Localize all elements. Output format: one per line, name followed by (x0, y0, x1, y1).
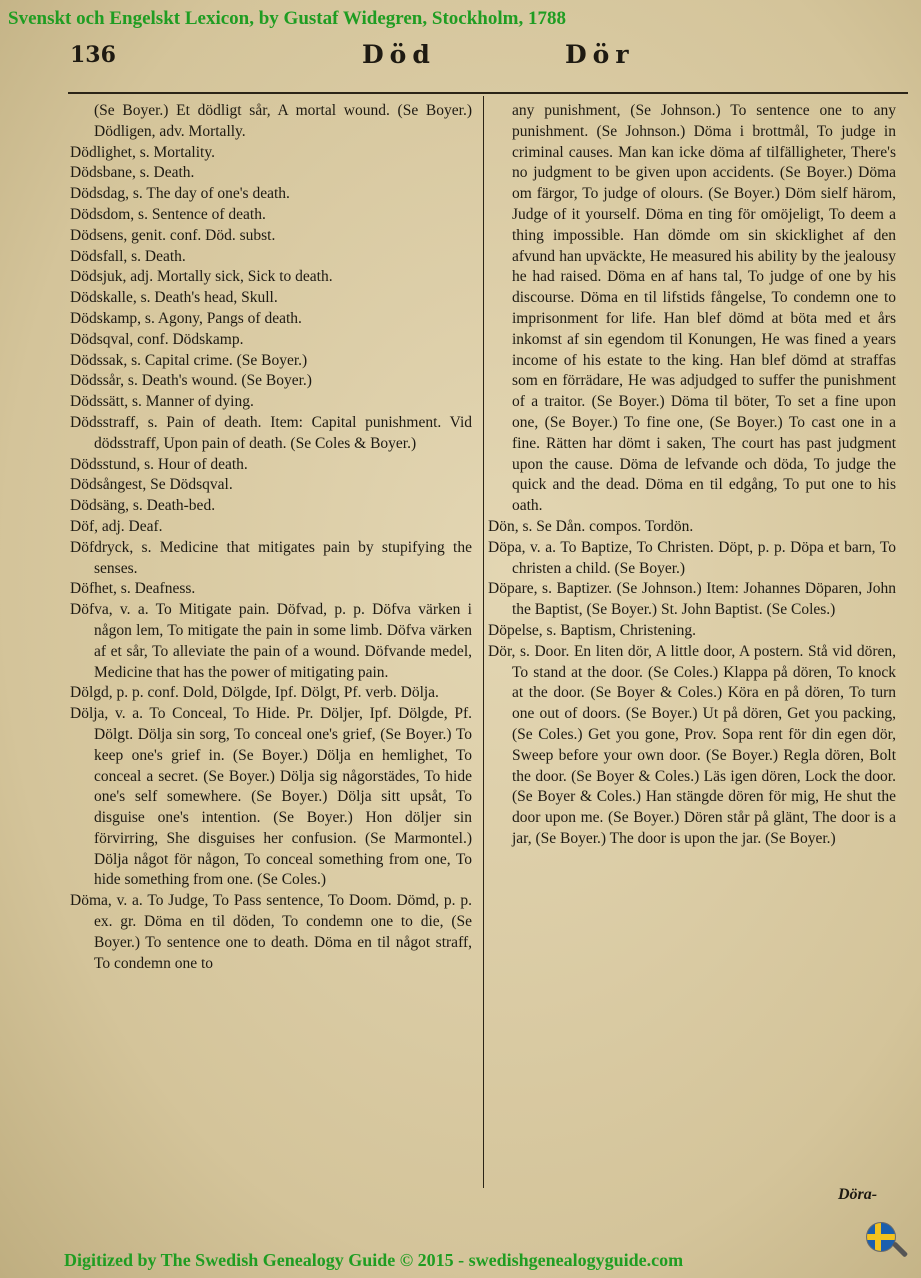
dictionary-entry: Dödsdag, s. The day of one's death. (70, 185, 290, 203)
dictionary-entry: Dödsångest, Se Dödsqval. (70, 476, 233, 494)
dictionary-entry: Dödskalle, s. Death's head, Skull. (70, 289, 278, 307)
dictionary-entry: Dödsjuk, adj. Mortally sick, Sick to death. (70, 268, 333, 286)
header-rule (68, 92, 908, 94)
dictionary-entry: Dödsäng, s. Death-bed. (70, 497, 216, 515)
dictionary-entry: Dödskamp, s. Agony, Pangs of death. (70, 309, 302, 327)
guide-word-left: Död (362, 40, 436, 69)
dictionary-entry: Dödsstraff, s. Pain of death. Item: Capital punishment. Vid dödsstraff, Upon pain of death. (Se Coles & Boyer.) (70, 413, 472, 452)
dictionary-entry: Döfva, v. a. To Mitigate pain. Döfvad, p. p. Döfva värken i någon lem, To mitigate the pain in some limb. Döfva värken af et sår, To alleviate the pain of a wound. Döfvande medel, Medicine that has the power of mitigating pain. (70, 601, 472, 681)
right-column (488, 101, 896, 850)
dictionary-entry: Döpelse, s. Baptism, Christening. (488, 621, 696, 639)
dictionary-entry: Döfdryck, s. Medicine that mitigates pain by stupifying the senses. (70, 538, 472, 577)
dictionary-entry: Döfhet, s. Deafness. (70, 580, 196, 598)
dictionary-entry: Döf, adj. Deaf. (70, 517, 163, 535)
dictionary-entry: Dön, s. Se Dån. compos. Tordön. (488, 517, 694, 535)
dictionary-entry-continuation: any punishment, (Se Johnson.) To sentence one to any punishment. (Se Johnson.) Döma i brottmål, To judge in criminal causes. Man kan icke döma af tilfälligheter, There's no judgment to be given upon accidents. (Se Boyer.) Döma om färgor, To judge of olours. (Se Boyer.) Döm sielf härom, Judge of it yourself. Döma en ting för omöjeligt, To deem a thing impossible. Han dömde om sin skicklighet af den afvund han upväckte, He measured his ability by the jealousy he had raised. Döma en af hans tal, To judge of one by his discourse. Döma en til lifstids fångelse, To condemn one to imprisonment for life. Han blef dömd at böta med et års inkomst af sin egendom til Konungen, He was fined a years income of his estate to the king. Han blef dömd at straffas som en förrädare, He was adjudged to suffer the punishment of a traitor. (Se Boyer.) Döma til böter, To set a fine upon one, (Se Boyer.) To fine one, (Se Boyer.) To cast one in a fine. Rätten har dömt i saken, The court has past judgment upon the cause. Döma de lefvande och döda, To judge the quick and the dead. Döma en til edgång, To put one to his oath. (512, 102, 896, 515)
digitization-banner-top: Svenskt och Engelskt Lexicon, by Gustaf Widegren, Stockholm, 1788 (8, 8, 566, 29)
dictionary-entry: Döma, v. a. To Judge, To Pass sentence, To Doom. Dömd, p. p. ex. gr. Döma en til döden, To condemn one to die, (Se Boyer.) To sentence one to death. Döma en til något straff, To condemn one to (70, 892, 472, 972)
column-divider (483, 96, 484, 1188)
dictionary-entry: Dödsbane, s. Death. (70, 164, 195, 182)
catchword: Döra- (838, 1186, 878, 1203)
dictionary-entry: Dödsens, genit. conf. Död. subst. (70, 226, 276, 244)
dictionary-entry: Dödssätt, s. Manner of dying. (70, 393, 254, 411)
digitization-banner-bottom: Digitized by The Swedish Genealogy Guide © 2015 - swedishgenealogyguide.com (64, 1250, 684, 1270)
dictionary-entry: Dödlighet, s. Mortality. (70, 143, 215, 161)
dictionary-entry: Dödssak, s. Capital crime. (Se Boyer.) (70, 351, 308, 369)
dictionary-entry: Dödsstund, s. Hour of death. (70, 455, 248, 473)
dictionary-entry: Döpa, v. a. To Baptize, To Christen. Döpt, p. p. Döpa et barn, To christen a child. (Se Boyer.) (488, 538, 896, 577)
dictionary-entry: Dölgd, p. p. conf. Dold, Dölgde, Ipf. Dölgt, Pf. verb. Dölja. (70, 684, 439, 702)
dictionary-entry: Döpare, s. Baptizer. (Se Johnson.) Item: Johannes Döparen, John the Baptist, (Se Boyer.) St. John Baptist. (Se Coles.) (488, 580, 896, 619)
guide-word-right: Dör (565, 40, 635, 69)
dictionary-entry: Dödssår, s. Death's wound. (Se Boyer.) (70, 372, 312, 390)
dictionary-entry: Dör, s. Door. En liten dör, A little door, A postern. Stå vid dören, To stand at the door. (Se Coles.) Klappa på dören, To knock at the door. (Se Boyer & Coles.) Köra en på dören, To turn one out of doors. (Se Boyer.) Ut på dören, Get you packing, (Se Coles.) Get you gone, Prov. Sopa rent för din egen dör, Sweep before your own door. (Se Boyer.) Regla dören, Bolt the door. (Se Boyer & Coles.) Läs igen dören, Lock the door. (Se Boyer & Coles.) Han stängde dören för mig, He shut the door upon me. (Se Boyer.) Dören står på glänt, The door is a jar, (Se Boyer.) The door is upon the jar. (Se Boyer.) (488, 642, 896, 847)
page-number: 136 (70, 42, 116, 68)
left-column (70, 101, 472, 974)
dictionary-entry: Dödsdom, s. Sentence of death. (70, 205, 266, 223)
dictionary-entry: Dödsfall, s. Death. (70, 247, 186, 265)
dictionary-entry: (Se Boyer.) Et dödligt sår, A mortal wound. (Se Boyer.) Dödligen, adv. Mortally. (94, 102, 472, 140)
swedish-flag-icon (866, 1222, 896, 1252)
dictionary-entry: Dölja, v. a. To Conceal, To Hide. Pr. Döljer, Ipf. Dölgde, Pf. Dölgt. Dölja sin sorg, To conceal one's grief, (Se Boyer.) To keep one's grief in. (Se Boyer.) Dölja en hemlighet, To conceal a secret. (Se Boyer.) Dölja sig någorstädes, To hide one's self somewhere. (Se Boyer.) Dölja sitt upsåt, To disguise one's intention. (Se Boyer.) Hon döljer sin förvirring, She disguises her confusion. (Se Marmontel.) Dölja något för någon, To conceal something from one, To hide something from one. (Se Coles.) (70, 705, 472, 889)
dictionary-entry: Dödsqval, conf. Dödskamp. (70, 330, 244, 348)
running-head (0, 38, 921, 78)
